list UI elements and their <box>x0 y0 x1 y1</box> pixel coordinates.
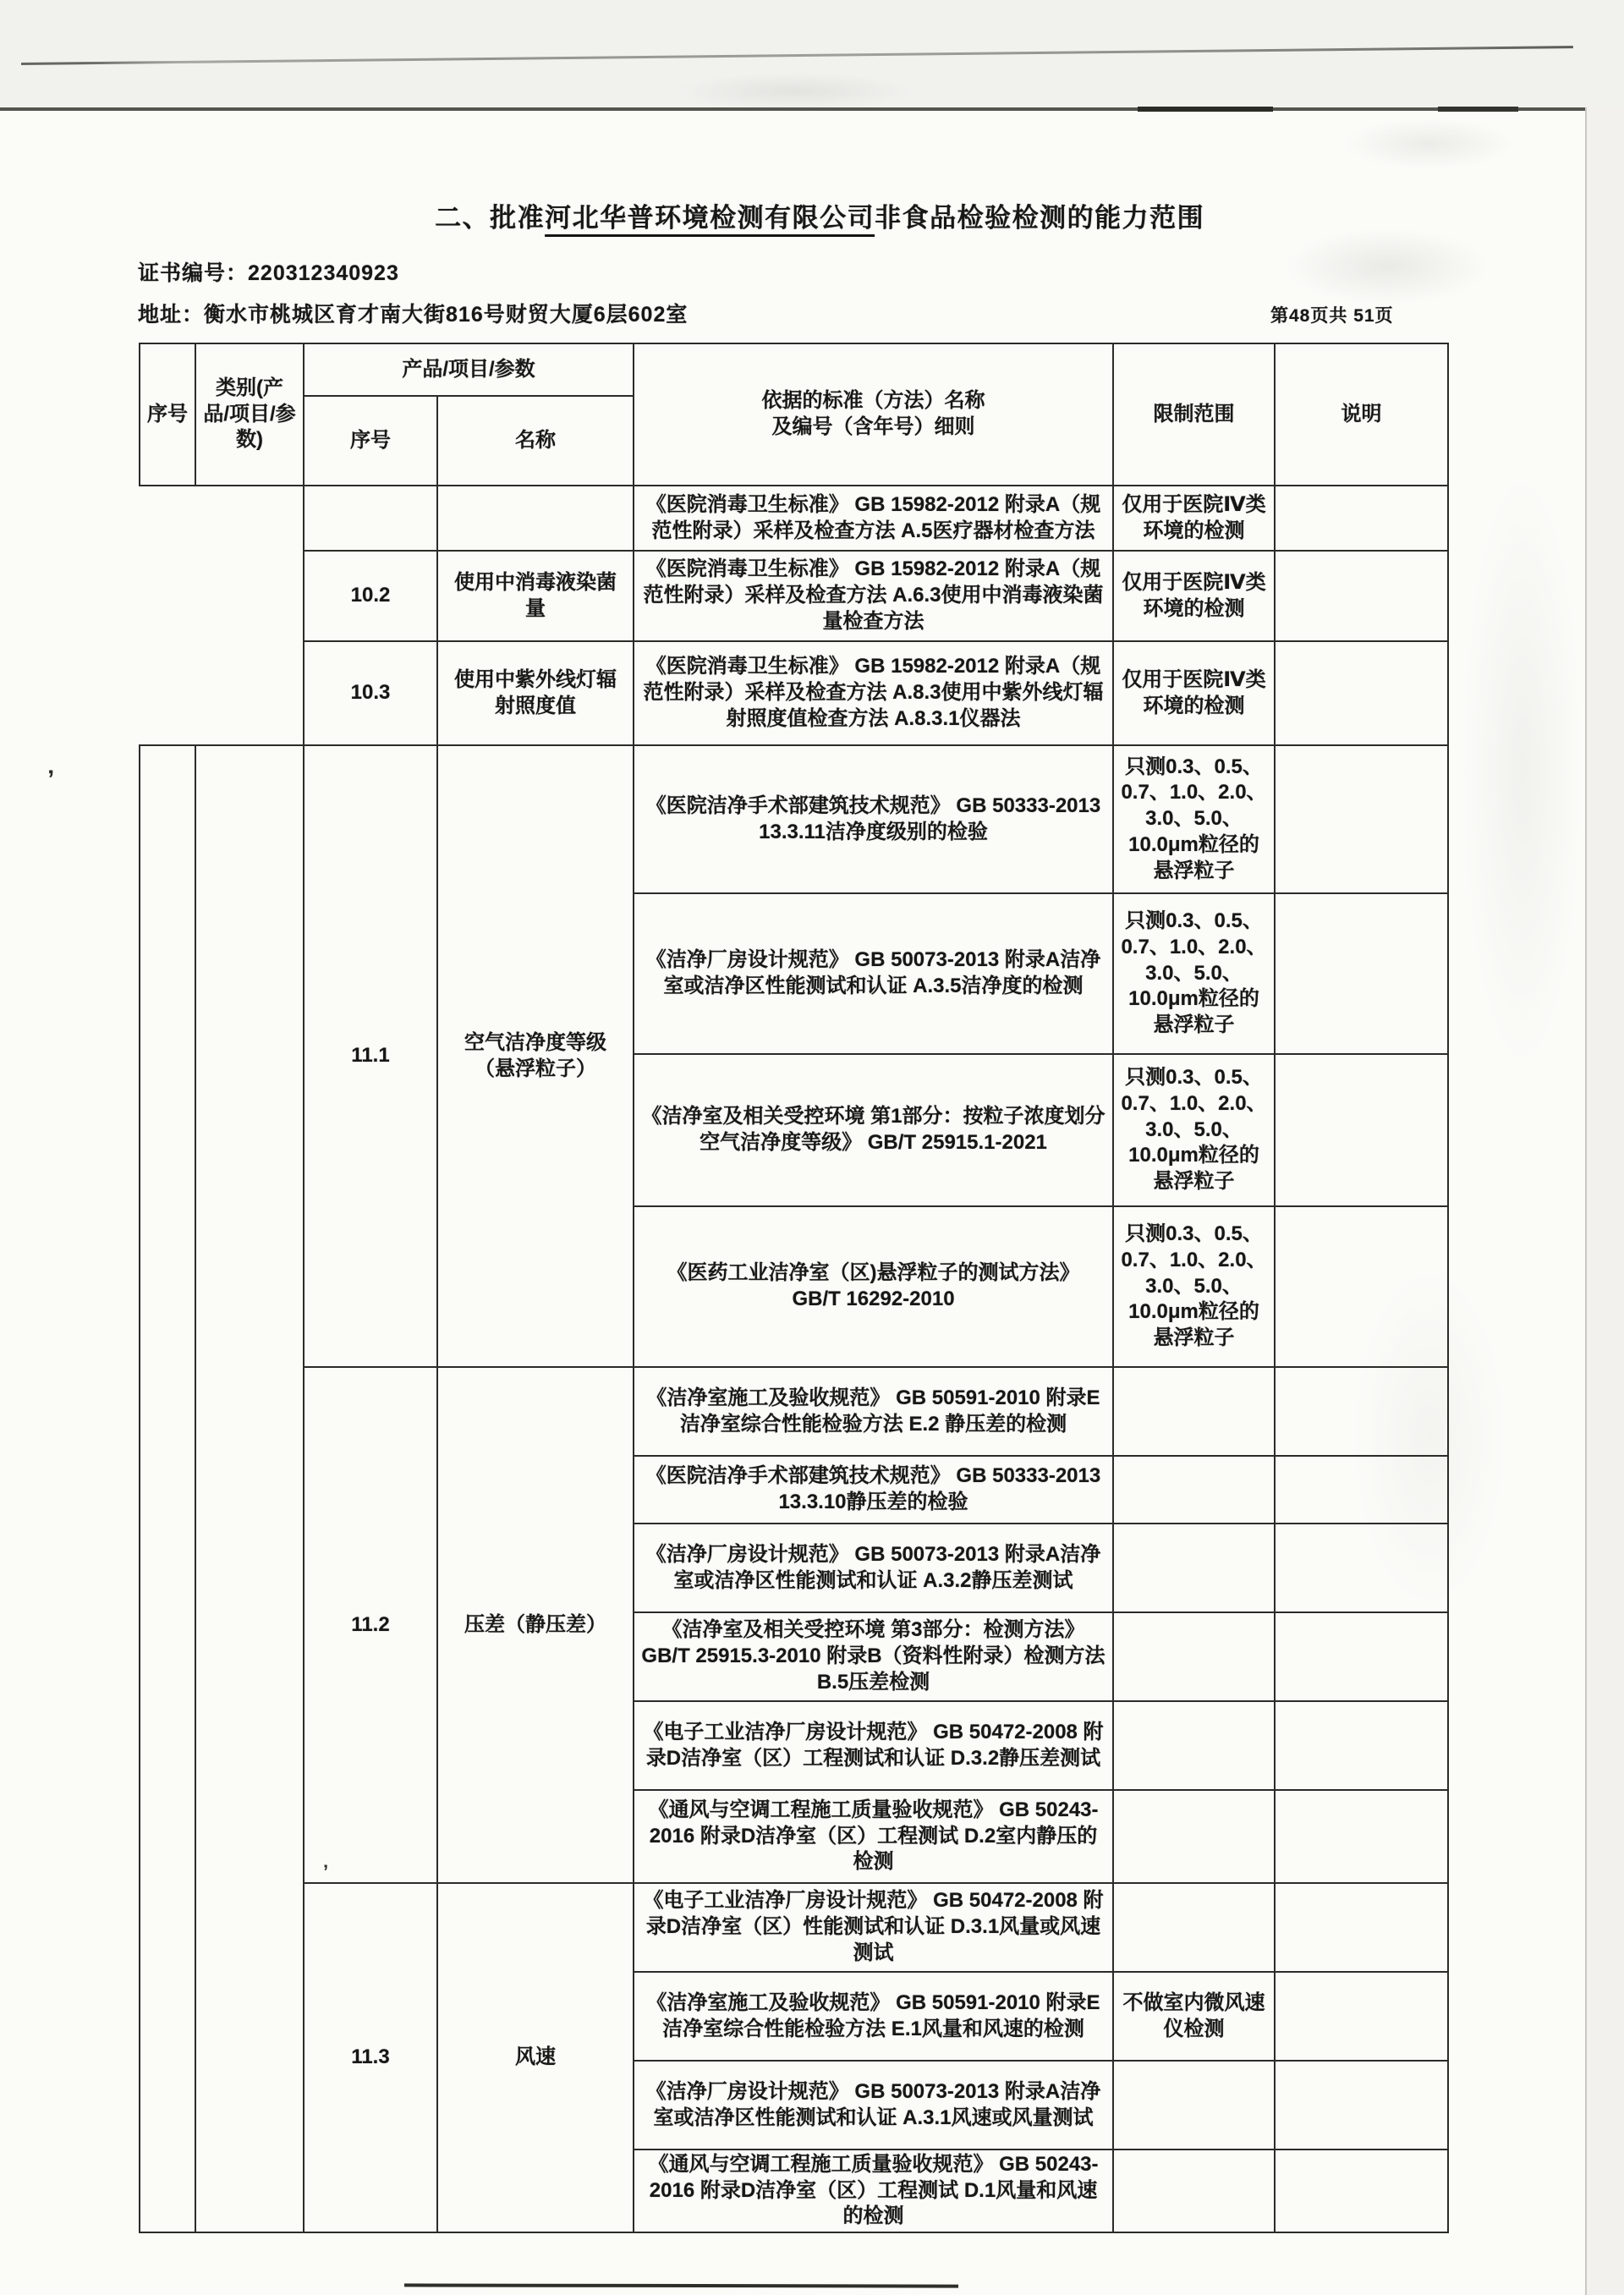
limit-cell: 不做室内微风速仪检测 <box>1113 1972 1275 2061</box>
note-cell <box>1275 1456 1448 1524</box>
page-title <box>435 196 1204 234</box>
limit-cell <box>1113 1456 1275 1524</box>
certificate-number-label: 证书编号： <box>138 261 249 285</box>
header-sub-name: 名称 <box>437 396 634 486</box>
table-row <box>140 486 1448 551</box>
limit-cell: 只测0.3、0.5、0.7、1.0、2.0、3.0、5.0、10.0μm粒径的悬浮粒子 <box>1113 745 1275 893</box>
item-seq-cell: 10.3 <box>304 641 437 745</box>
address-label: 地址： <box>138 303 205 327</box>
header-standard <box>634 343 1113 486</box>
scan-page-top-edge-dark-segment <box>1438 107 1518 112</box>
standard-cell: 《医院消毒卫生标准》 GB 15982-2012 附录A（规范性附录）采样及检查方法 A.8.3使用中紫外线灯辐射照度值检查方法 A.8.3.1仪器法 <box>634 641 1113 745</box>
header-limit: 限制范围 <box>1113 343 1275 486</box>
table-row <box>140 745 1448 893</box>
note-cell <box>1275 551 1448 641</box>
scan-smudge <box>1345 118 1514 169</box>
item-name-cell: 空气洁净度等级（悬浮粒子） <box>437 745 634 1367</box>
note-cell <box>1275 1612 1448 1701</box>
standard-cell: 《通风与空调工程施工质量验收规范》 GB 50243-2016 附录D洁净室（区）工程测试 D.2室内静压的检测 <box>634 1790 1113 1883</box>
empty-margin-cell <box>140 486 195 551</box>
item-seq-cell <box>304 486 437 551</box>
note-cell <box>1275 1054 1448 1206</box>
table-row <box>140 1883 1448 1972</box>
page-title-prefix: 二、批准 <box>435 203 546 233</box>
header-standard-line1: 依据的标准（方法）名称 <box>761 389 985 413</box>
note-cell <box>1275 2061 1448 2150</box>
standard-cell: 《电子工业洁净厂房设计规范》 GB 50472-2008 附录D洁净室（区）工程测试和认证 D.3.2静压差测试 <box>634 1701 1113 1790</box>
item-name-cell <box>437 486 634 551</box>
note-cell <box>1275 745 1448 893</box>
item-name-cell: 使用中紫外线灯辐射照度值 <box>437 641 634 745</box>
limit-cell: 只测0.3、0.5、0.7、1.0、2.0、3.0、5.0、10.0μm粒径的悬浮粒子 <box>1113 1054 1275 1206</box>
standard-cell: 《医药工业洁净室（区)悬浮粒子的测试方法》 GB/T 16292-2010 <box>634 1206 1113 1367</box>
note-cell <box>1275 893 1448 1054</box>
limit-cell <box>1113 1367 1275 1456</box>
item-name-cell: 压差（静压差） <box>437 1367 634 1883</box>
address-value: 衡水市桃城区育才南大街816号财贸大厦6层602室 <box>204 303 689 327</box>
page-title-company-name: 河北华普环境检测有限公司 <box>545 203 875 237</box>
limit-cell <box>1113 1883 1275 1972</box>
scan-ink-tick: ’ <box>47 766 55 793</box>
standard-cell: 《医院洁净手术部建筑技术规范》 GB 50333-2013 13.3.11洁净度级别的检验 <box>634 745 1113 893</box>
table-row <box>140 551 1448 641</box>
page-indicator: 第48页共 51页 <box>1270 306 1394 326</box>
limit-cell: 只测0.3、0.5、0.7、1.0、2.0、3.0、5.0、10.0μm粒径的悬浮粒子 <box>1113 1206 1275 1367</box>
address-line <box>138 298 688 328</box>
page-title-suffix: 非食品检验检测的能力范围 <box>875 203 1205 233</box>
limit-cell <box>1113 1612 1275 1701</box>
table-row <box>140 641 1448 745</box>
scan-right-margin <box>1587 107 1624 2295</box>
item-seq-cell: 10.2 <box>304 551 437 641</box>
scan-page-top-edge <box>0 107 1624 111</box>
standard-cell: 《医院洁净手术部建筑技术规范》 GB 50333-2013 13.3.10静压差的检验 <box>634 1456 1113 1524</box>
item-name-cell: 风速 <box>437 1883 634 2232</box>
table-header-row-1 <box>140 343 1448 396</box>
section-seq-cell <box>140 745 195 2232</box>
item-name-cell: 使用中消毒液染菌量 <box>437 551 634 641</box>
standard-cell: 《洁净厂房设计规范》 GB 50073-2013 附录A洁净室或洁净区性能测试和认证 A.3.1风速或风量测试 <box>634 2061 1113 2150</box>
scan-smudge <box>1463 474 1582 1066</box>
item-seq-cell: 11.3 <box>304 1883 437 2232</box>
header-product-group: 产品/项目/参数 <box>304 343 634 396</box>
certificate-number-value: 220312340923 <box>248 261 399 285</box>
standard-cell: 《洁净厂房设计规范》 GB 50073-2013 附录A洁净室或洁净区性能测试和认证 A.3.2静压差测试 <box>634 1524 1113 1612</box>
capability-table <box>139 343 1449 2233</box>
note-cell <box>1275 1206 1448 1367</box>
note-cell <box>1275 1524 1448 1612</box>
standard-cell: 《洁净室及相关受控环境 第3部分：检测方法》 GB/T 25915.3-2010 附录B（资料性附录）检测方法 B.5压差检测 <box>634 1612 1113 1701</box>
standard-cell: 《医院消毒卫生标准》 GB 15982-2012 附录A（规范性附录）采样及检查方法 A.5医疗器材检查方法 <box>634 486 1113 551</box>
empty-margin-cell <box>195 641 304 745</box>
limit-cell <box>1113 1524 1275 1612</box>
empty-margin-cell <box>195 551 304 641</box>
header-standard-line2: 及编号（含年号）细则 <box>771 415 975 438</box>
standard-cell: 《洁净室施工及验收规范》 GB 50591-2010 附录E洁净室综合性能检验方法 E.1风量和风速的检测 <box>634 1972 1113 2061</box>
limit-cell <box>1113 2150 1275 2232</box>
note-cell <box>1275 2150 1448 2232</box>
empty-margin-cell <box>195 486 304 551</box>
standard-cell: 《电子工业洁净厂房设计规范》 GB 50472-2008 附录D洁净室（区）性能测试和认证 D.3.1风量或风速测试 <box>634 1883 1113 1972</box>
item-seq-cell: 11.2 <box>304 1367 437 1883</box>
item-seq-cell: 11.1 <box>304 745 437 1367</box>
empty-margin-cell <box>140 551 195 641</box>
header-seq: 序号 <box>140 343 195 486</box>
note-cell <box>1275 1790 1448 1883</box>
scan-right-edge-line <box>1585 107 1587 2295</box>
limit-cell <box>1113 1790 1275 1883</box>
limit-cell <box>1113 1701 1275 1790</box>
note-cell <box>1275 1701 1448 1790</box>
note-cell <box>1275 1972 1448 2061</box>
note-cell <box>1275 486 1448 551</box>
scan-page-top-edge-dark-segment <box>1138 107 1273 112</box>
header-category: 类别(产品/项目/参数) <box>195 343 304 486</box>
note-cell <box>1275 1367 1448 1456</box>
limit-cell <box>1113 2061 1275 2150</box>
note-cell <box>1275 641 1448 745</box>
header-note: 说明 <box>1275 343 1448 486</box>
scan-bottom-edge-line <box>404 2283 958 2287</box>
limit-cell: 仅用于医院Ⅳ类环境的检测 <box>1113 551 1275 641</box>
limit-cell: 仅用于医院Ⅳ类环境的检测 <box>1113 486 1275 551</box>
table-row <box>140 1367 1448 1456</box>
limit-cell: 仅用于医院Ⅳ类环境的检测 <box>1113 641 1275 745</box>
limit-cell: 只测0.3、0.5、0.7、1.0、2.0、3.0、5.0、10.0μm粒径的悬浮粒子 <box>1113 893 1275 1054</box>
scan-smudge <box>1286 228 1489 305</box>
certificate-number-line <box>138 256 399 287</box>
header-sub-seq: 序号 <box>304 396 437 486</box>
empty-margin-cell <box>140 641 195 745</box>
standard-cell: 《医院消毒卫生标准》 GB 15982-2012 附录A（规范性附录）采样及检查方法 A.6.3使用中消毒液染菌量检查方法 <box>634 551 1113 641</box>
standard-cell: 《洁净室施工及验收规范》 GB 50591-2010 附录E洁净室综合性能检验方法 E.2 静压差的检测 <box>634 1367 1113 1456</box>
scan-ink-tick: ’ <box>323 1861 329 1882</box>
note-cell <box>1275 1883 1448 1972</box>
section-category-cell <box>195 745 304 2232</box>
standard-cell: 《洁净厂房设计规范》 GB 50073-2013 附录A洁净室或洁净区性能测试和认证 A.3.5洁净度的检测 <box>634 893 1113 1054</box>
standard-cell: 《洁净室及相关受控环境 第1部分：按粒子浓度划分空气洁净度等级》 GB/T 25915.1-2021 <box>634 1054 1113 1206</box>
standard-cell: 《通风与空调工程施工质量验收规范》 GB 50243-2016 附录D洁净室（区）工程测试 D.1风量和风速的检测 <box>634 2150 1113 2232</box>
